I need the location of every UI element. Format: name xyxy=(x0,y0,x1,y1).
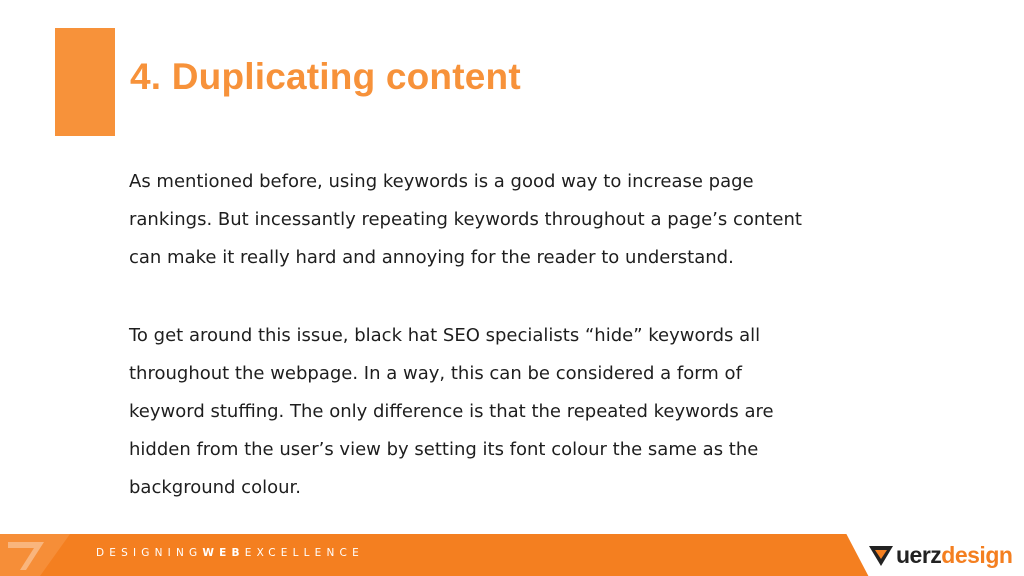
slide-title: 4. Duplicating content xyxy=(130,56,521,97)
company-logo xyxy=(868,539,1012,571)
paragraph-line: To get around this issue, black hat SEO specialists “hide” keywords all xyxy=(129,325,761,346)
title-accent-bar xyxy=(55,28,115,136)
tagline-part-designing: DESIGNING xyxy=(96,547,203,559)
paragraph-line: can make it really hard and annoying for the reader to understand. xyxy=(129,247,734,268)
footer-bar xyxy=(0,534,1024,576)
paragraph-line: keyword stuffing. The only difference is that the repeated keywords are xyxy=(129,401,774,422)
paragraph-line: As mentioned before, using keywords is a good way to increase page xyxy=(129,171,754,192)
tagline-part-excellence: EXCELLENCE xyxy=(244,547,364,559)
slide-body xyxy=(129,163,929,507)
paragraph-line: throughout the webpage. In a way, this can be considered a form of xyxy=(129,363,742,384)
footer-tagline xyxy=(96,547,364,559)
footer-decoration-icon xyxy=(0,534,70,576)
v-chevron-logo-icon xyxy=(868,542,894,568)
paragraph-line: hidden from the user’s view by setting its font colour the same as the xyxy=(129,439,759,460)
tagline-part-web: WEB xyxy=(202,547,245,559)
paragraph-2 xyxy=(129,317,929,507)
logo-text-orange: design xyxy=(941,541,1013,568)
logo-wordmark xyxy=(896,541,1013,568)
paragraph-line: background colour. xyxy=(129,477,301,498)
paragraph-line: rankings. But incessantly repeating keywords throughout a page’s content xyxy=(129,209,802,230)
paragraph-1 xyxy=(129,163,929,277)
logo-text-dark: uerz xyxy=(896,541,942,568)
